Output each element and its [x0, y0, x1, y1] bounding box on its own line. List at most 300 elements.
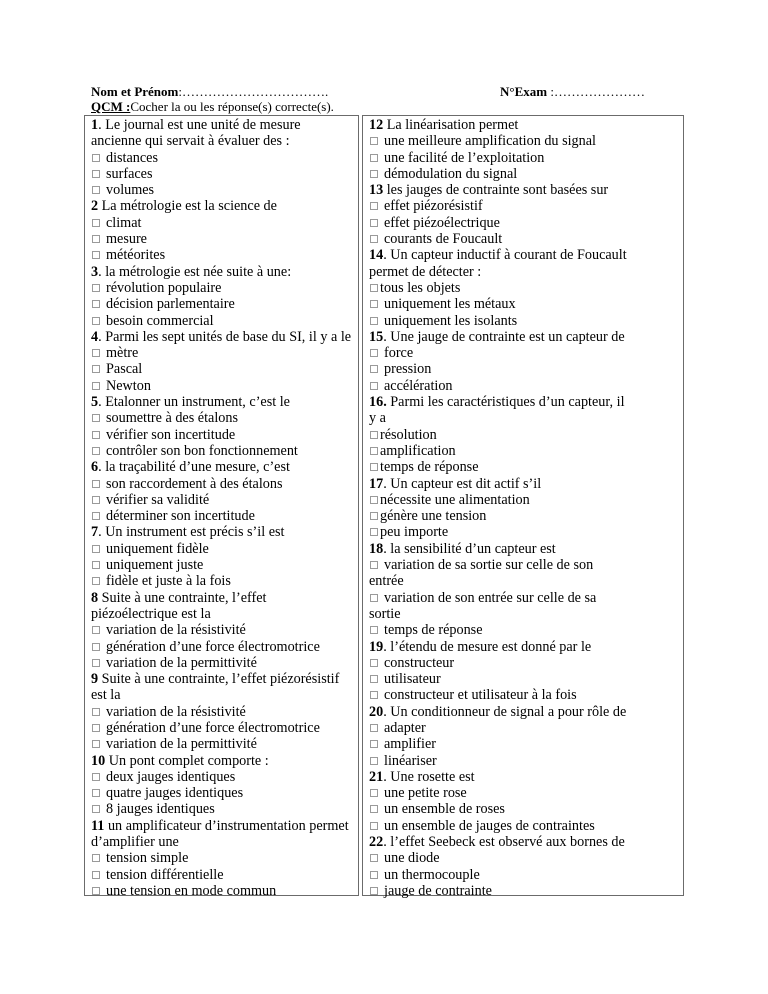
question-8: [91, 590, 358, 671]
question-6: [91, 459, 358, 524]
answer-option[interactable]: [91, 378, 358, 394]
question-label: Une rosette est: [390, 768, 475, 785]
question-separator: .: [98, 117, 106, 133]
checkbox-icon[interactable]: [92, 431, 100, 439]
answer-option-label: variation de la résistivité: [106, 622, 246, 639]
question-label: ancienne qui servait à évaluer des :: [91, 133, 290, 150]
checkbox-icon[interactable]: [92, 545, 100, 553]
answer-option[interactable]: [91, 573, 358, 589]
checkbox-icon[interactable]: [92, 805, 100, 813]
answer-option-label: fidèle et juste à la fois: [106, 573, 231, 590]
checkbox-icon[interactable]: [370, 431, 378, 439]
question-5: [91, 394, 358, 459]
question-text: [91, 753, 358, 769]
checkbox-icon[interactable]: [370, 463, 378, 471]
answer-option-continued: [369, 573, 683, 589]
question-text-continued: [91, 687, 358, 703]
question-separator: .: [383, 475, 391, 492]
question-text-continued: [91, 133, 358, 149]
answer-option-label: uniquement les isolants: [384, 312, 518, 329]
answer-option[interactable]: [369, 492, 683, 508]
checkbox-icon[interactable]: [370, 170, 378, 178]
question-number: 5: [91, 394, 99, 411]
checkbox-icon[interactable]: [92, 414, 100, 422]
checkbox-icon[interactable]: [370, 822, 378, 830]
answer-option[interactable]: [369, 133, 683, 149]
question-number: 7: [91, 524, 99, 541]
checkbox-icon[interactable]: [92, 251, 100, 259]
question-label: Suite à une contrainte, l’effet piézorésistif: [101, 671, 340, 688]
answer-option[interactable]: [369, 443, 683, 459]
answer-option-label: contrôler son bon fonctionnement: [106, 442, 298, 459]
answer-option[interactable]: [369, 557, 683, 573]
checkbox-icon[interactable]: [370, 447, 378, 455]
answer-option[interactable]: [369, 671, 683, 687]
checkbox-icon[interactable]: [92, 740, 100, 748]
question-text: [91, 818, 358, 834]
question-label: Suite à une contrainte, l’effet: [101, 589, 267, 606]
question-text: [91, 117, 358, 133]
question-separator: .: [383, 247, 391, 264]
checkbox-icon[interactable]: [92, 887, 100, 895]
answer-option[interactable]: [369, 785, 683, 801]
checkbox-icon[interactable]: [92, 643, 100, 651]
answer-option[interactable]: [369, 687, 683, 703]
answer-option-label: utilisateur: [384, 671, 441, 688]
question-label: la sensibilité d’un capteur est: [390, 540, 556, 557]
answer-option-label: révolution populaire: [106, 279, 222, 296]
answer-option-label: adapter: [384, 719, 426, 736]
student-name-field[interactable]: [91, 84, 328, 100]
answer-option[interactable]: [369, 280, 683, 296]
answer-option[interactable]: [91, 508, 358, 524]
question-label: la métrologie est née suite à une:: [105, 263, 292, 280]
answer-option-label: climat: [106, 214, 142, 231]
answer-option[interactable]: [369, 313, 683, 329]
answer-option-label: une diode: [384, 850, 440, 867]
answer-option-label: uniquement fidèle: [106, 540, 209, 557]
question-text-continued: [369, 410, 683, 426]
question-number: 3: [91, 263, 99, 280]
question-text: [91, 524, 358, 540]
question-text: [91, 671, 358, 687]
question-text: [91, 198, 358, 214]
answer-option-label: uniquement juste: [106, 557, 204, 574]
answer-option[interactable]: [369, 753, 683, 769]
answer-option[interactable]: [91, 850, 358, 866]
question-label: y a: [369, 410, 386, 427]
answer-option[interactable]: [91, 785, 358, 801]
answer-option[interactable]: [91, 704, 358, 720]
question-label: un amplificateur d’instrumentation permet: [107, 817, 349, 834]
checkbox-icon[interactable]: [92, 235, 100, 243]
checkbox-icon[interactable]: [92, 349, 100, 357]
question-number: 14: [369, 247, 384, 264]
checkbox-icon[interactable]: [370, 626, 378, 634]
answer-option-label: courants de Foucault: [384, 231, 503, 248]
question-number: 6: [91, 459, 99, 476]
answer-option-label: amplification: [380, 442, 456, 459]
checkbox-icon[interactable]: [92, 154, 100, 162]
checkbox-icon[interactable]: [370, 235, 378, 243]
answer-option-label: jauge de contrainte: [384, 882, 492, 899]
answer-option[interactable]: [369, 508, 683, 524]
question-number: 22: [369, 834, 384, 851]
checkbox-icon[interactable]: [92, 186, 100, 194]
question-label: l’effet Seebeck est observé aux bornes de: [390, 834, 625, 851]
question-16: [369, 394, 683, 475]
question-17: [369, 476, 683, 541]
checkbox-icon[interactable]: [370, 317, 378, 325]
checkbox-icon[interactable]: [92, 219, 100, 227]
answer-option-label: surfaces: [106, 165, 153, 182]
checkbox-icon[interactable]: [92, 382, 100, 390]
answer-option[interactable]: [91, 231, 358, 247]
question-label: Un pont complet comporte :: [108, 752, 269, 769]
answer-option[interactable]: [369, 166, 683, 182]
answer-option[interactable]: [91, 801, 358, 817]
answer-option-label: vérifier son incertitude: [106, 426, 236, 443]
checkbox-icon[interactable]: [370, 300, 378, 308]
answer-option[interactable]: [91, 280, 358, 296]
answer-option[interactable]: [91, 361, 358, 377]
question-text: [369, 476, 683, 492]
question-number: 12: [369, 117, 384, 133]
question-number: 11: [91, 817, 105, 834]
answer-option-label: sortie: [369, 605, 401, 622]
checkbox-icon[interactable]: [370, 887, 378, 895]
question-number: 8: [91, 589, 99, 606]
checkbox-icon[interactable]: [370, 349, 378, 357]
answer-option-label: soumettre à des étalons: [106, 410, 238, 427]
question-number: 10: [91, 752, 106, 769]
question-text: [369, 834, 683, 850]
answer-option-label: accélération: [384, 377, 453, 394]
answer-option-label: variation de la permittivité: [106, 654, 257, 671]
answer-option[interactable]: [91, 427, 358, 443]
answer-option[interactable]: [369, 296, 683, 312]
checkbox-icon[interactable]: [92, 447, 100, 455]
question-separator: .: [383, 834, 391, 851]
question-label: Un capteur inductif à courant de Foucault: [390, 247, 627, 264]
checkbox-icon[interactable]: [370, 724, 378, 732]
answer-option[interactable]: [369, 215, 683, 231]
question-text: [91, 459, 358, 475]
question-number: 17: [369, 475, 384, 492]
answer-option-continued: [369, 606, 683, 622]
answer-option-label: tous les objets: [380, 279, 461, 296]
answer-option-label: déterminer son incertitude: [106, 508, 255, 525]
answer-option[interactable]: [91, 150, 358, 166]
answer-option[interactable]: [91, 215, 358, 231]
question-20: [369, 704, 683, 769]
checkbox-icon[interactable]: [370, 137, 378, 145]
checkbox-icon[interactable]: [370, 789, 378, 797]
question-label: Etalonner un instrument, c’est le: [105, 394, 290, 411]
checkbox-icon[interactable]: [370, 594, 378, 602]
checkbox-icon[interactable]: [370, 365, 378, 373]
question-text: [91, 394, 358, 410]
answer-option[interactable]: [91, 541, 358, 557]
answer-option-label: démodulation du signal: [384, 165, 518, 182]
answer-option-label: volumes: [106, 182, 155, 199]
answer-option[interactable]: [91, 443, 358, 459]
answer-option-label: un ensemble de jauges de contraintes: [384, 817, 595, 834]
answer-option-label: génération d’une force électromotrice: [106, 719, 320, 736]
exam-number-label: N°Exam: [500, 84, 548, 99]
answer-option[interactable]: [369, 361, 683, 377]
answer-option[interactable]: [369, 427, 683, 443]
question-7: [91, 524, 358, 589]
answer-option-label: Pascal: [106, 361, 143, 378]
question-22: [369, 834, 683, 899]
answer-option-label: variation de sa sortie sur celle de son: [384, 557, 594, 574]
checkbox-icon[interactable]: [370, 854, 378, 862]
checkbox-icon[interactable]: [370, 805, 378, 813]
answer-option[interactable]: [369, 198, 683, 214]
answer-option-label: une meilleure amplification du signal: [384, 133, 596, 150]
question-label: piézoélectrique est la: [91, 605, 211, 622]
checkbox-icon[interactable]: [370, 219, 378, 227]
question-11: [91, 818, 358, 899]
answer-option[interactable]: [369, 150, 683, 166]
answer-option-label: variation de son entrée sur celle de sa: [384, 589, 597, 606]
questions-column-right: [362, 115, 684, 899]
question-number: 19: [369, 638, 384, 655]
answer-option-label: un ensemble de roses: [384, 801, 505, 818]
question-label: les jauges de contrainte sont basées sur: [386, 182, 609, 199]
question-text-continued: [91, 834, 358, 850]
question-text: [369, 182, 683, 198]
question-separator: .: [383, 638, 391, 655]
checkbox-icon[interactable]: [370, 740, 378, 748]
questions-column-left: [84, 115, 359, 899]
question-2: [91, 198, 358, 263]
answer-option[interactable]: [91, 622, 358, 638]
answer-option[interactable]: [91, 476, 358, 492]
answer-option-label: entrée: [369, 573, 404, 590]
answer-option-label: vérifier sa validité: [106, 491, 210, 508]
answer-option-label: génération d’une force électromotrice: [106, 638, 320, 655]
answer-option[interactable]: [91, 736, 358, 752]
checkbox-icon[interactable]: [92, 871, 100, 879]
answer-option[interactable]: [369, 720, 683, 736]
question-number: 13: [369, 182, 384, 199]
answer-option[interactable]: [369, 590, 683, 606]
checkbox-icon[interactable]: [92, 512, 100, 520]
answer-option[interactable]: [91, 247, 358, 263]
answer-option-label: mesure: [106, 231, 147, 248]
answer-option-label: peu importe: [380, 524, 449, 541]
answer-option[interactable]: [91, 345, 358, 361]
question-label: permet de détecter :: [369, 263, 482, 280]
question-label: la traçabilité d’une mesure, c’est: [105, 459, 290, 476]
answer-option[interactable]: [369, 655, 683, 671]
answer-option[interactable]: [91, 769, 358, 785]
checkbox-icon[interactable]: [92, 561, 100, 569]
question-3: [91, 264, 358, 329]
answer-option[interactable]: [91, 883, 358, 899]
qcm-label: QCM :: [91, 99, 131, 114]
checkbox-icon[interactable]: [370, 284, 378, 292]
checkbox-icon[interactable]: [370, 512, 378, 520]
checkbox-icon[interactable]: [92, 365, 100, 373]
answer-option-label: force: [384, 345, 414, 362]
checkbox-icon[interactable]: [92, 300, 100, 308]
checkbox-icon[interactable]: [92, 789, 100, 797]
checkbox-icon[interactable]: [92, 708, 100, 716]
answer-option[interactable]: [369, 524, 683, 540]
checkbox-icon[interactable]: [92, 170, 100, 178]
question-label: est la: [91, 687, 121, 704]
answer-option[interactable]: [369, 801, 683, 817]
answer-option[interactable]: [91, 720, 358, 736]
question-text: [369, 329, 683, 345]
question-separator: .: [98, 524, 106, 541]
answer-option[interactable]: [91, 639, 358, 655]
question-number: 4: [91, 328, 99, 345]
question-number: 2: [91, 198, 99, 215]
question-number: 21: [369, 768, 384, 785]
answer-option[interactable]: [369, 850, 683, 866]
exam-number-blank: :…………………: [547, 84, 645, 99]
question-label: Parmi les caractéristiques d’un capteur, il: [390, 394, 625, 411]
question-9: [91, 671, 358, 752]
question-13: [369, 182, 683, 247]
question-number: 15: [369, 328, 384, 345]
question-1: [91, 117, 358, 198]
answer-option-label: tension simple: [106, 850, 189, 867]
question-separator: .: [383, 703, 391, 720]
checkbox-icon[interactable]: [370, 202, 378, 210]
question-text-continued: [91, 606, 358, 622]
checkbox-icon[interactable]: [92, 773, 100, 781]
checkbox-icon[interactable]: [370, 561, 378, 569]
question-separator: .: [98, 394, 106, 411]
question-label: Une jauge de contrainte est un capteur de: [390, 328, 625, 345]
question-21: [369, 769, 683, 834]
answer-option[interactable]: [369, 883, 683, 899]
answer-option[interactable]: [91, 313, 358, 329]
question-number: 9: [91, 671, 99, 688]
qcm-instruction-text: Cocher la ou les réponse(s) correcte(s).: [130, 99, 334, 114]
answer-option-label: une tension en mode commun: [106, 882, 277, 899]
question-number: 20: [369, 703, 384, 720]
name-blank: :…………………………….: [178, 84, 329, 99]
answer-option[interactable]: [91, 557, 358, 573]
checkbox-icon[interactable]: [92, 317, 100, 325]
answer-option[interactable]: [91, 410, 358, 426]
question-separator: .: [98, 328, 106, 345]
answer-option-label: 8 jauges identiques: [106, 801, 215, 818]
checkbox-icon[interactable]: [92, 577, 100, 585]
question-text-continued: [369, 264, 683, 280]
question-label: La métrologie est la science de: [101, 198, 277, 215]
answer-option[interactable]: [91, 655, 358, 671]
checkbox-icon[interactable]: [92, 659, 100, 667]
checkbox-icon[interactable]: [370, 659, 378, 667]
answer-option-label: un thermocouple: [384, 866, 480, 883]
checkbox-icon[interactable]: [370, 691, 378, 699]
question-separator: .: [383, 540, 391, 557]
exam-number-field[interactable]: [500, 84, 645, 100]
question-14: [369, 247, 683, 328]
answer-option[interactable]: [369, 231, 683, 247]
question-separator: .: [98, 459, 106, 476]
answer-option[interactable]: [369, 378, 683, 394]
question-text: [369, 541, 683, 557]
checkbox-icon[interactable]: [92, 626, 100, 634]
checkbox-icon[interactable]: [370, 496, 378, 504]
question-10: [91, 753, 358, 818]
answer-option-label: distances: [106, 149, 159, 166]
answer-option-label: son raccordement à des étalons: [106, 475, 283, 492]
checkbox-icon[interactable]: [92, 724, 100, 732]
answer-option-label: quatre jauges identiques: [106, 785, 244, 802]
question-number: 18: [369, 540, 384, 557]
answer-option-label: amplifier: [384, 736, 436, 753]
answer-option[interactable]: [369, 345, 683, 361]
checkbox-icon[interactable]: [370, 757, 378, 765]
answer-option-label: génère une tension: [380, 508, 487, 525]
checkbox-icon[interactable]: [370, 528, 378, 536]
question-label: Parmi les sept unités de base du SI, il y a le: [105, 328, 352, 345]
checkbox-icon[interactable]: [370, 382, 378, 390]
answer-option[interactable]: [91, 867, 358, 883]
answer-option[interactable]: [369, 867, 683, 883]
answer-option-label: constructeur et utilisateur à la fois: [384, 687, 577, 704]
question-separator: .: [383, 768, 391, 785]
answer-option[interactable]: [91, 166, 358, 182]
question-12: [369, 117, 683, 182]
answer-option-label: constructeur: [384, 654, 455, 671]
checkbox-icon[interactable]: [92, 496, 100, 504]
checkbox-icon[interactable]: [92, 284, 100, 292]
answer-option-label: mètre: [106, 345, 139, 362]
answer-option-label: tension différentielle: [106, 866, 224, 883]
answer-option-label: variation de la permittivité: [106, 736, 257, 753]
answer-option-label: une facilité de l’exploitation: [384, 149, 545, 166]
question-number: 1: [91, 117, 99, 133]
answer-option-label: uniquement les métaux: [384, 296, 516, 313]
answer-option-label: deux jauges identiques: [106, 768, 236, 785]
question-19: [369, 639, 683, 704]
question-4: [91, 329, 358, 394]
answer-option[interactable]: [91, 492, 358, 508]
answer-option[interactable]: [91, 296, 358, 312]
checkbox-icon[interactable]: [370, 675, 378, 683]
answer-option[interactable]: [369, 818, 683, 834]
question-text: [91, 590, 358, 606]
question-label: Un instrument est précis s’il est: [105, 524, 285, 541]
answer-option-label: besoin commercial: [106, 312, 214, 329]
question-text: [369, 247, 683, 263]
checkbox-icon[interactable]: [92, 854, 100, 862]
question-separator: .: [383, 328, 391, 345]
answer-option[interactable]: [369, 736, 683, 752]
checkbox-icon[interactable]: [92, 480, 100, 488]
checkbox-icon[interactable]: [370, 154, 378, 162]
answer-option-label: pression: [384, 361, 432, 378]
checkbox-icon[interactable]: [370, 871, 378, 879]
answer-option[interactable]: [369, 459, 683, 475]
answer-option[interactable]: [369, 622, 683, 638]
answer-option-label: effet piézoélectrique: [384, 214, 500, 231]
question-label: La linéarisation permet: [386, 117, 519, 133]
answer-option[interactable]: [91, 182, 358, 198]
question-text: [369, 704, 683, 720]
question-text: [369, 769, 683, 785]
